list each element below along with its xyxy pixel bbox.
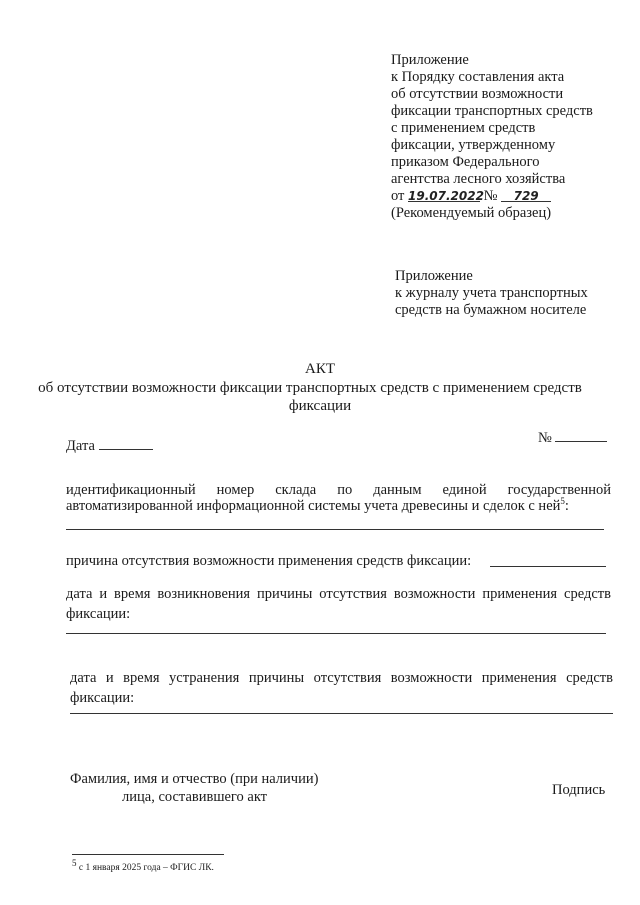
footnote (72, 858, 214, 874)
order-number-field (501, 188, 551, 202)
act-subtitle-line1: об отсутствии возможности фиксации транспортных средств с применением средств (38, 380, 582, 396)
act-title: АКТ (305, 361, 335, 377)
warehouse-label-line1: идентификационный номер склада по данным единой государственной (66, 482, 611, 498)
reason-row (66, 553, 471, 570)
name-label-line2: лица, составившего акт (122, 789, 268, 805)
elimination-label-line2: фиксации: (70, 690, 135, 706)
act-subtitle-line2: фиксации (288, 398, 352, 414)
date-field[interactable] (99, 436, 153, 450)
order-date-field (408, 188, 484, 203)
warehouse-label-text: автоматизированной информационной системы учета древесины и сделок с ней (66, 498, 561, 514)
footnote-ref: 5 (560, 496, 565, 507)
order-date-handwritten: 19.07.2022 (408, 189, 484, 203)
warehouse-colon: : (564, 498, 569, 514)
name-label-line1: Фамилия, имя и отчество (при наличии) (70, 771, 319, 787)
elimination-field[interactable] (70, 713, 613, 714)
reason-label: причина отсутствия возможности применения средств фиксации: (66, 553, 472, 569)
appendix-main-line: агентства лесного хозяйства (391, 171, 566, 187)
order-from-label: от (391, 188, 405, 204)
order-number-label: № (483, 188, 498, 204)
number-label: № (538, 430, 552, 446)
appendix-journal-block (395, 268, 588, 319)
footnote-mark: 5 (72, 858, 77, 868)
footnote-separator (72, 854, 224, 855)
appendix-journal-line: к журналу учета транспортных (395, 285, 588, 301)
reason-field[interactable] (490, 566, 606, 567)
appendix-main-line: с применением средств (391, 120, 536, 136)
warehouse-id-field[interactable] (66, 529, 604, 530)
sample-note: (Рекомендуемый образец) (391, 205, 552, 221)
appendix-main-line: фиксации, утвержденному (391, 137, 556, 153)
appendix-main-line: к Порядку составления акта (391, 69, 565, 85)
elimination-label-line1: дата и время устранения причины отсутствия возможности применения средств (70, 670, 613, 686)
order-number-handwritten: 729 (513, 189, 539, 203)
number-field[interactable] (555, 428, 607, 442)
appendix-main-line: об отсутствии возможности (391, 86, 564, 102)
appendix-main-line: Приложение (391, 52, 469, 68)
appendix-main-line: фиксации транспортных средств (391, 103, 593, 119)
warehouse-label-line2 (66, 498, 569, 515)
order-reference (391, 188, 593, 205)
signature-label: Подпись (552, 782, 606, 798)
appendix-journal-line: средств на бумажном носителе (395, 302, 587, 318)
footnote-text: с 1 января 2025 года – ФГИС ЛК. (78, 863, 214, 874)
date-label: Дата (66, 438, 95, 454)
occurrence-field[interactable] (66, 633, 606, 634)
appendix-main-block (391, 52, 593, 222)
appendix-main-line: приказом Федерального (391, 154, 540, 170)
appendix-journal-line: Приложение (395, 268, 473, 284)
occurrence-label-line1: дата и время возникновения причины отсутствия возможности применения средств (66, 586, 611, 602)
occurrence-label-line2: фиксации: (66, 606, 131, 622)
number-row (538, 428, 607, 447)
date-row (66, 436, 153, 455)
